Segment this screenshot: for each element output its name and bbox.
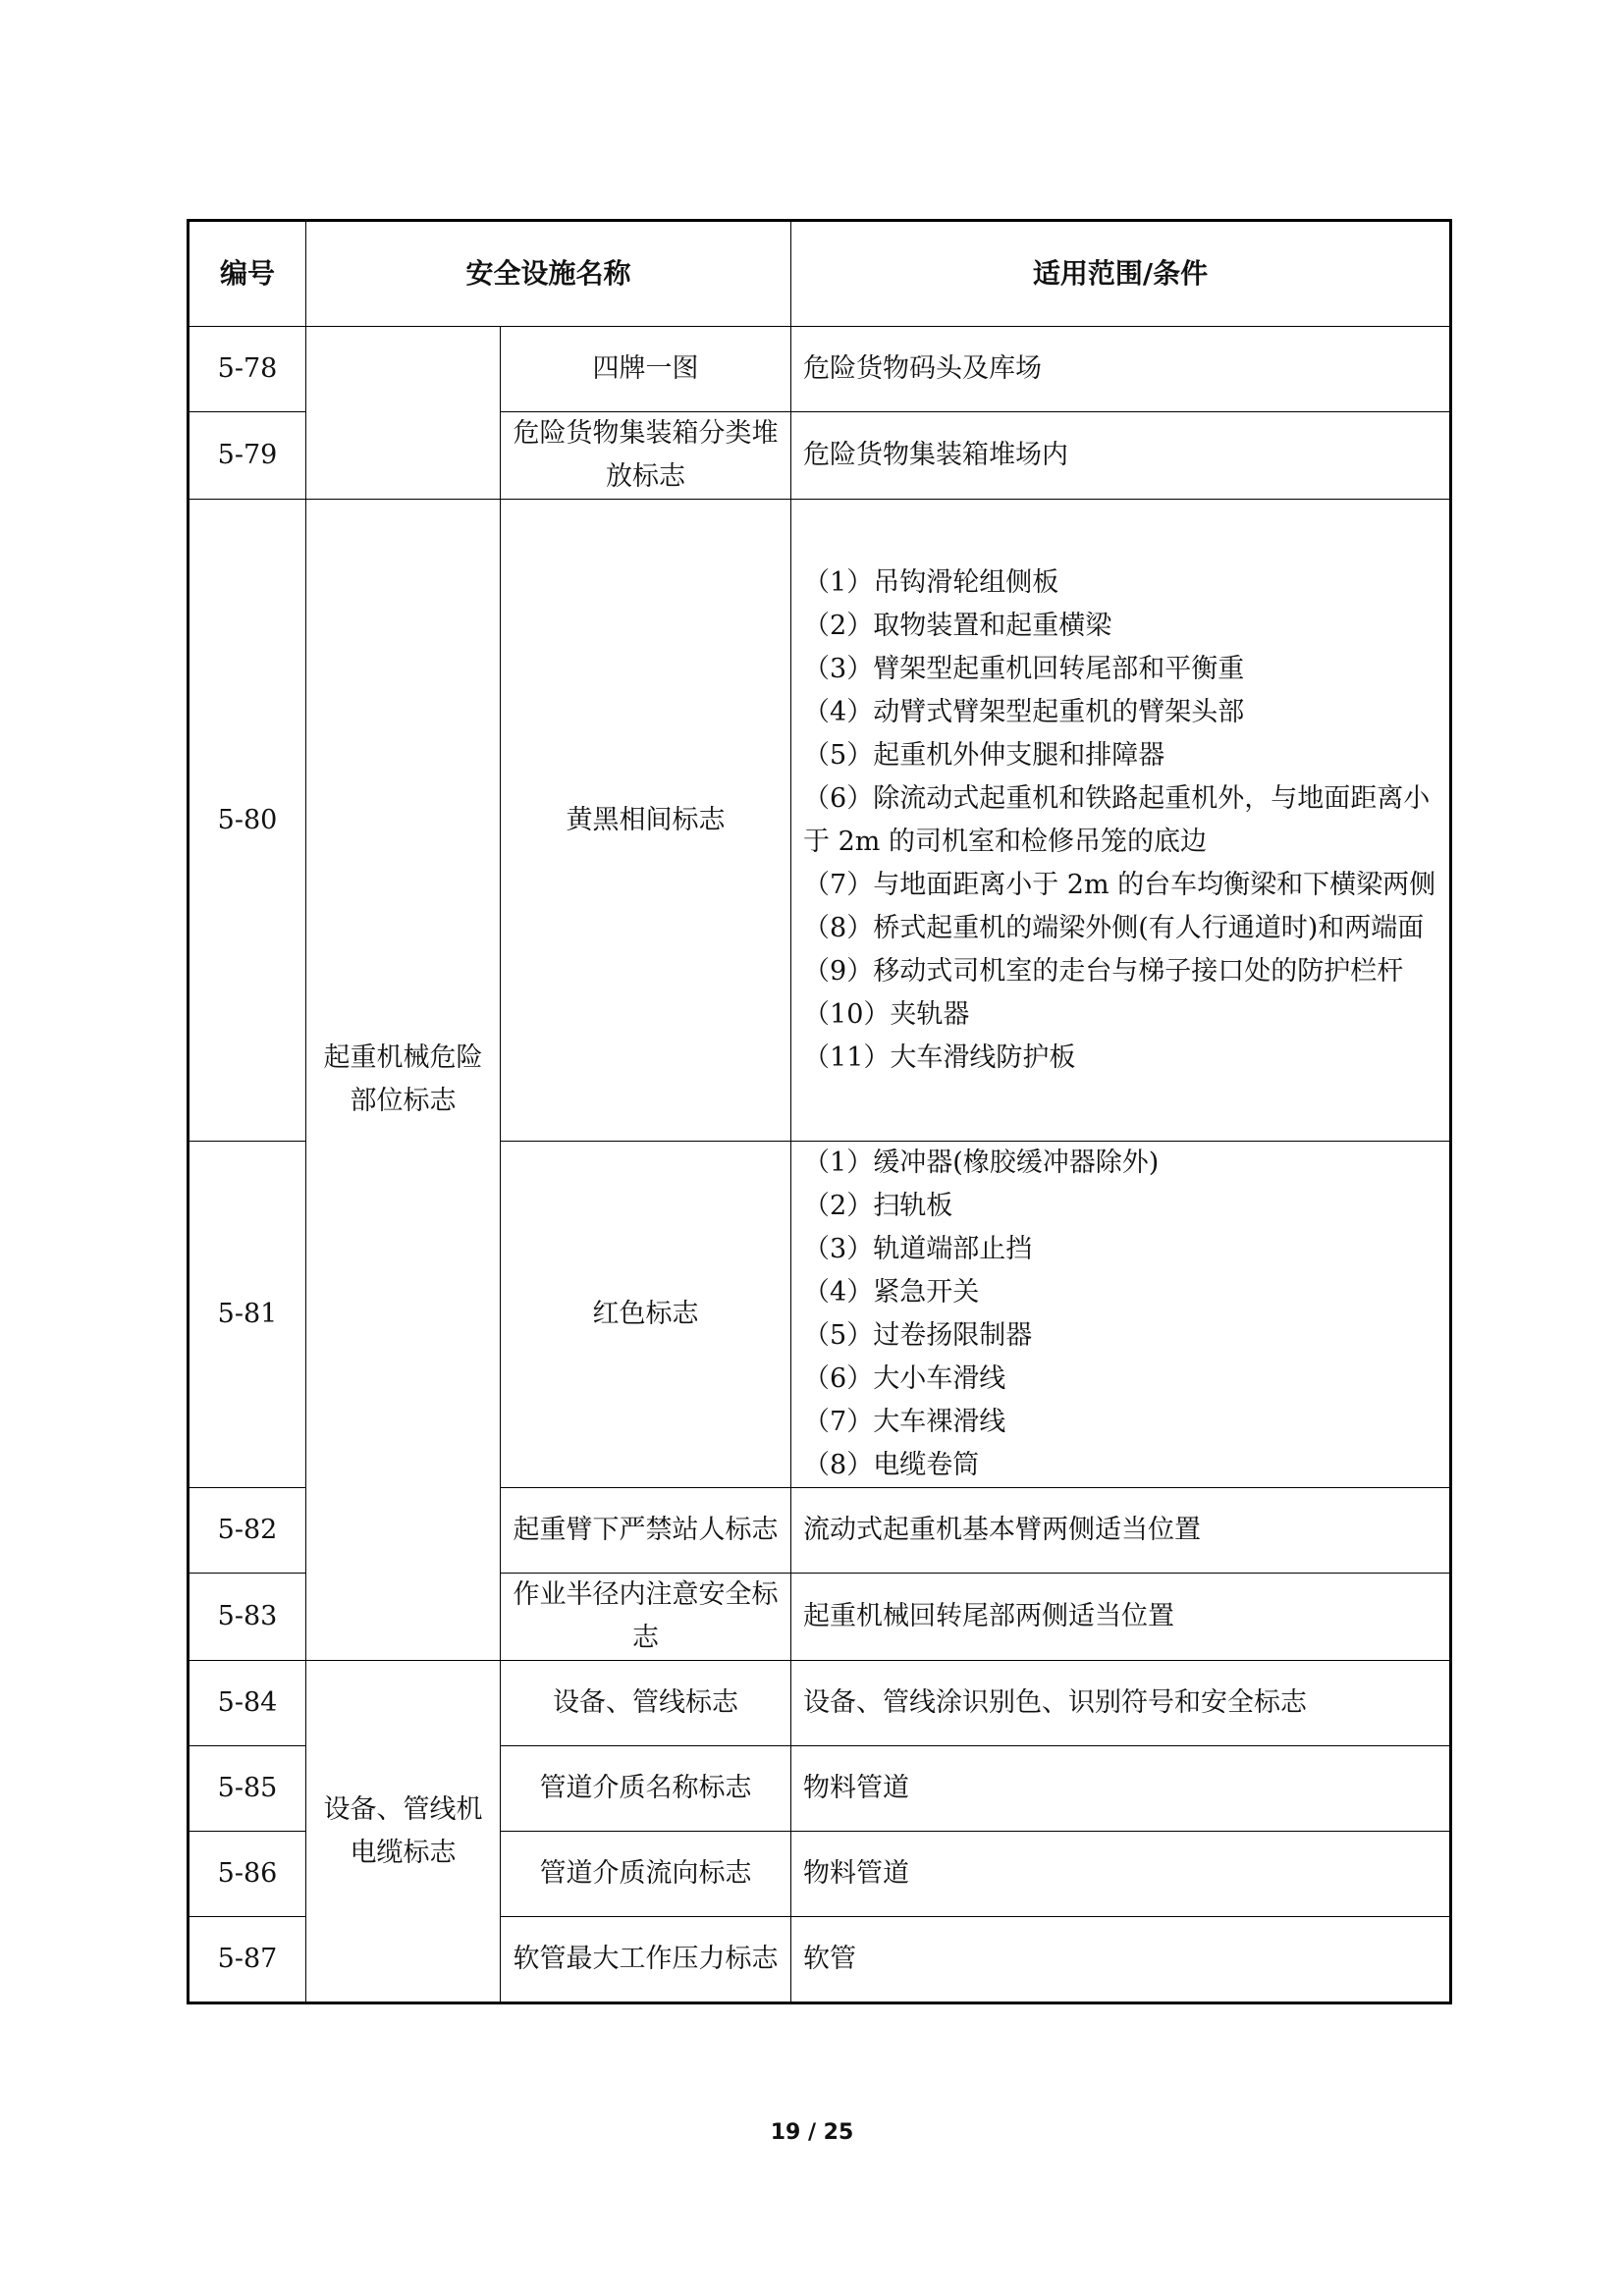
scope-line: （9）移动式司机室的走台与梯子接口处的防护栏杆 xyxy=(803,955,1404,987)
row-code: 5-87 xyxy=(189,1917,306,2003)
table-header-row xyxy=(189,221,1451,327)
row-name: 管道介质名称标志 xyxy=(501,1746,791,1832)
row-scope-list xyxy=(791,500,1451,1142)
row-name: 红色标志 xyxy=(501,1142,791,1488)
scope-line: （3）轨道端部止挡 xyxy=(803,1234,1033,1264)
scope-line: （4）紧急开关 xyxy=(803,1277,980,1308)
row-scope: 危险货物集装箱堆场内 xyxy=(791,412,1451,500)
scope-line: （7）大车裸滑线 xyxy=(803,1407,1006,1437)
category-cell-empty xyxy=(306,327,501,500)
scope-line: （11）大车滑线防护板 xyxy=(803,1041,1076,1073)
scope-line: （2）取物装置和起重横梁 xyxy=(803,610,1112,641)
scope-line: （8）桥式起重机的端梁外侧(有人行通道时)和两端面 xyxy=(803,912,1425,943)
row-code: 5-78 xyxy=(189,327,306,412)
row-name: 危险货物集装箱分类堆放标志 xyxy=(501,412,791,500)
row-name: 作业半径内注意安全标志 xyxy=(501,1574,791,1661)
header-scope: 适用范围/条件 xyxy=(791,221,1451,327)
row-code: 5-84 xyxy=(189,1661,306,1746)
row-scope: 物料管道 xyxy=(791,1746,1451,1832)
category-pipeline: 设备、管线机电缆标志 xyxy=(306,1661,501,2003)
row-name: 管道介质流向标志 xyxy=(501,1832,791,1917)
header-name: 安全设施名称 xyxy=(306,221,791,327)
row-code: 5-85 xyxy=(189,1746,306,1832)
row-code: 5-83 xyxy=(189,1574,306,1661)
row-scope: 起重机械回转尾部两侧适当位置 xyxy=(791,1574,1451,1661)
table-row xyxy=(189,327,1451,412)
scope-line: （2）扫轨板 xyxy=(803,1191,953,1221)
row-name: 起重臂下严禁站人标志 xyxy=(501,1488,791,1574)
row-name: 软管最大工作压力标志 xyxy=(501,1917,791,2003)
row-name: 四牌一图 xyxy=(501,327,791,412)
category-crane: 起重机械危险部位标志 xyxy=(306,500,501,1661)
scope-line: （3）臂架型起重机回转尾部和平衡重 xyxy=(803,653,1245,684)
scope-line: （1）缓冲器(橡胶缓冲器除外) xyxy=(803,1148,1160,1178)
row-name: 设备、管线标志 xyxy=(501,1661,791,1746)
scope-line: （10）夹轨器 xyxy=(803,998,970,1030)
row-code: 5-81 xyxy=(189,1142,306,1488)
scope-line: （4）动臂式臂架型起重机的臂架头部 xyxy=(803,696,1245,727)
row-scope: 物料管道 xyxy=(791,1832,1451,1917)
table-row xyxy=(189,500,1451,1142)
row-scope-list xyxy=(791,1142,1451,1488)
row-scope: 流动式起重机基本臂两侧适当位置 xyxy=(791,1488,1451,1574)
row-code: 5-86 xyxy=(189,1832,306,1917)
row-scope: 危险货物码头及库场 xyxy=(791,327,1451,412)
scope-line: （5）起重机外伸支腿和排障器 xyxy=(803,739,1165,771)
row-scope: 软管 xyxy=(791,1917,1451,2003)
table-row xyxy=(189,1661,1451,1746)
scope-line: （7）与地面距离小于 2m 的台车均衡梁和下横梁两侧 xyxy=(803,869,1436,900)
row-code: 5-79 xyxy=(189,412,306,500)
scope-line: （5）过卷扬限制器 xyxy=(803,1320,1033,1351)
scope-line: （6）除流动式起重机和铁路起重机外，与地面距离小于 2m 的司机室和检修吊笼的底边 xyxy=(803,782,1431,857)
page-number: 19 / 25 xyxy=(770,2120,854,2145)
scope-line: （8）电缆卷筒 xyxy=(803,1450,980,1480)
row-code: 5-82 xyxy=(189,1488,306,1574)
header-code: 编号 xyxy=(189,221,306,327)
scope-line: （1）吊钩滑轮组侧板 xyxy=(803,566,1059,598)
row-code: 5-80 xyxy=(189,500,306,1142)
row-scope: 设备、管线涂识别色、识别符号和安全标志 xyxy=(791,1661,1451,1746)
scope-line: （6）大小车滑线 xyxy=(803,1363,1006,1394)
row-name: 黄黑相间标志 xyxy=(501,500,791,1142)
safety-facility-table xyxy=(187,219,1452,2004)
